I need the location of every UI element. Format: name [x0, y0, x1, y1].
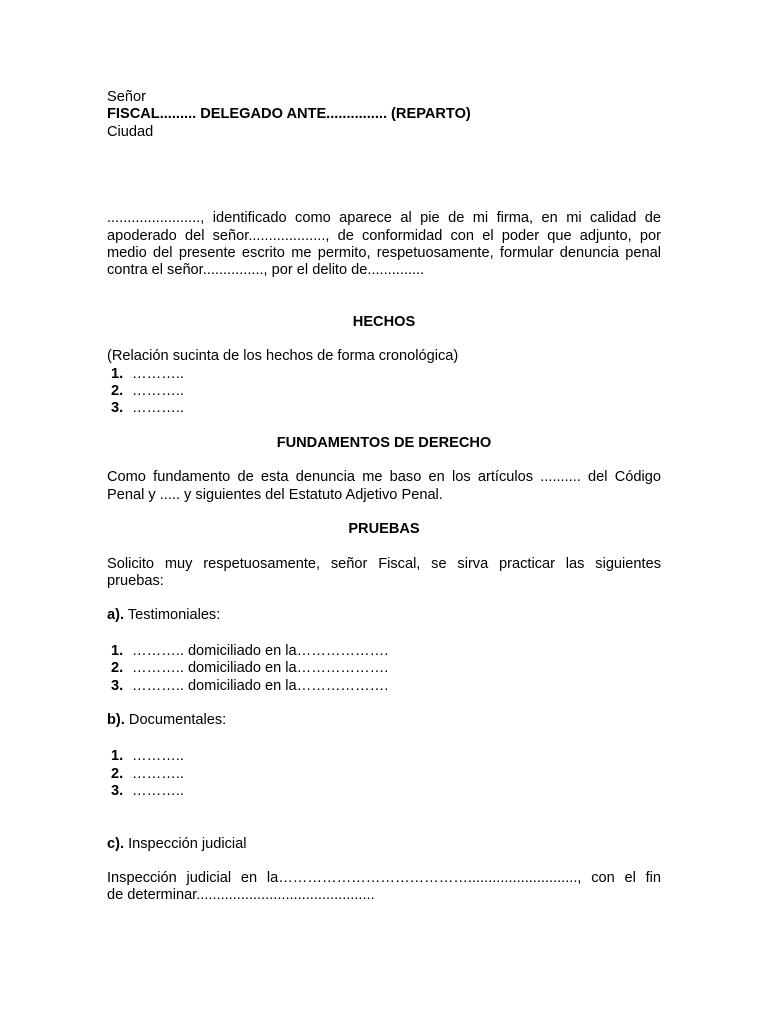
testimoniales-title	[107, 607, 661, 624]
section-label: a).	[107, 607, 125, 624]
fundamentos-line: Como fundamento de esta denuncia me baso en los artículos .......... del Código	[107, 469, 661, 486]
testimoniales-list	[107, 643, 661, 695]
section-label: b).	[107, 711, 125, 728]
documentales-title	[107, 712, 661, 729]
document-page	[107, 89, 661, 905]
list-number: 2.	[111, 660, 124, 677]
intro-paragraph	[107, 210, 661, 280]
list-number: 3.	[111, 677, 124, 694]
list-number: 2.	[111, 765, 124, 782]
list-item	[107, 766, 661, 783]
intro-line: apoderado del señor..................., de conformidad con el poder que adjunto, por	[107, 227, 661, 244]
list-text: ………..	[132, 783, 184, 800]
heading-fundamentos: FUNDAMENTOS DE DERECHO	[276, 434, 492, 451]
pruebas-line: pruebas:	[107, 572, 164, 589]
inspeccion-line: de determinar............................................	[107, 887, 375, 904]
inspeccion-title	[107, 836, 661, 853]
list-item	[107, 678, 661, 695]
list-text: ………..	[132, 400, 184, 417]
section-title: Testimoniales:	[124, 607, 221, 624]
list-number: 1.	[111, 748, 124, 765]
list-number: 1.	[111, 365, 124, 382]
salutation-line-fiscal: FISCAL......... DELEGADO ANTE............... (REPARTO)	[107, 106, 471, 123]
list-item	[107, 660, 661, 677]
section-label: c).	[107, 835, 125, 852]
fundamentos-line: Penal y ..... y siguientes del Estatuto Adjetivo Penal.	[107, 486, 443, 503]
list-number: 3.	[111, 783, 124, 800]
list-text: ……….. domiciliado en la……………….	[132, 642, 389, 659]
inspeccion-paragraph	[107, 870, 661, 905]
list-number: 1.	[111, 642, 124, 659]
list-item	[107, 383, 661, 400]
pruebas-paragraph	[107, 556, 661, 591]
inspeccion-line: Inspección judicial en la…………………………………..........................., con el fin	[107, 869, 661, 886]
list-text: ……….. domiciliado en la……………….	[132, 660, 389, 677]
hechos-description: (Relación sucinta de los hechos de forma cronológica)	[107, 348, 459, 365]
list-item	[107, 748, 661, 765]
list-item	[107, 366, 661, 383]
heading-hechos: HECHOS	[352, 313, 416, 330]
hechos-list	[107, 366, 661, 418]
list-text: ………..	[132, 765, 184, 782]
list-number: 3.	[111, 400, 124, 417]
documentales-list	[107, 748, 661, 800]
pruebas-line: Solicito muy respetuosamente, señor Fiscal, se sirva practicar las siguientes	[107, 555, 661, 572]
section-title: Documentales:	[124, 711, 227, 728]
list-text: ……….. domiciliado en la……………….	[132, 677, 389, 694]
list-text: ………..	[132, 383, 184, 400]
heading-pruebas: PRUEBAS	[348, 521, 420, 538]
list-item	[107, 643, 661, 660]
salutation-line-senor: Señor	[107, 89, 146, 105]
list-item	[107, 400, 661, 417]
fundamentos-paragraph	[107, 469, 661, 504]
intro-line: medio del presente escrito me permito, respetuosamente, formular denuncia penal	[107, 245, 661, 262]
intro-line: contra el señor..............., por el delito de..............	[107, 262, 425, 279]
list-text: ………..	[132, 748, 184, 765]
list-number: 2.	[111, 383, 124, 400]
section-title: Inspección judicial	[124, 835, 247, 852]
intro-line: ......................., identificado como aparece al pie de mi firma, en mi calidad de	[107, 210, 661, 227]
list-text: ………..	[132, 365, 184, 382]
list-item	[107, 783, 661, 800]
salutation-line-ciudad: Ciudad	[107, 123, 154, 140]
salutation-block	[107, 89, 661, 141]
